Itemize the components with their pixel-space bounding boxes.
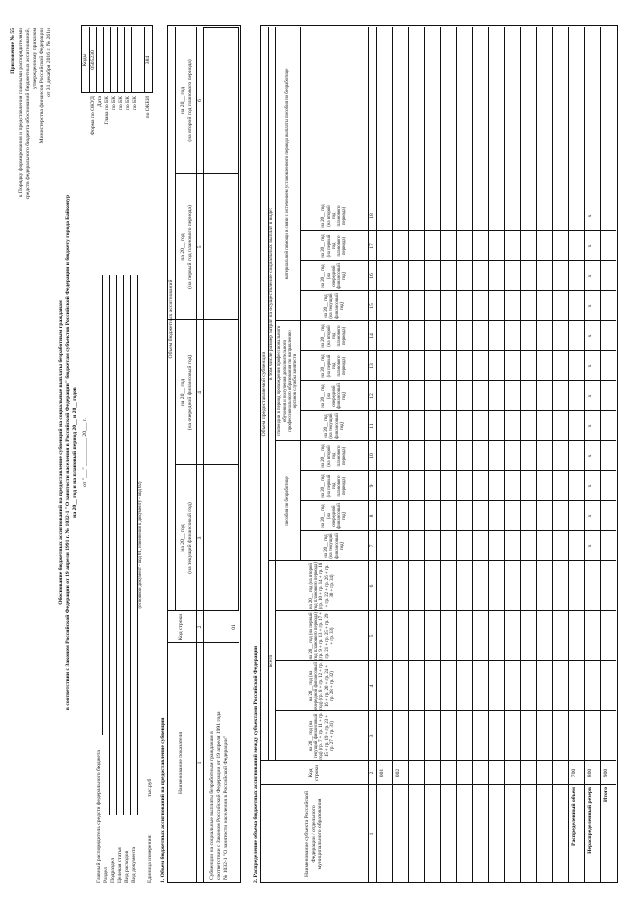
field-label: Подраздел <box>110 857 116 883</box>
x-mark: x <box>587 214 593 218</box>
col-number: 5 <box>369 634 375 638</box>
footer-label: Распределенный объем <box>571 787 577 846</box>
appendix-number: Приложение № 55 <box>10 28 16 74</box>
footer-code: 900 <box>603 768 609 778</box>
field-label: Вид расходов <box>124 850 130 883</box>
x-mark: x <box>587 244 593 248</box>
col-number: 1 <box>369 832 375 836</box>
header-line: к Порядку формирования и представления главными распорядителями <box>18 28 24 198</box>
s2-total-col: на 20__ год (на первый год планового периода) (гр. 9 + гр. 13 + гр. 17 + гр. 21 + гр. 25 + гр. 29 + гр. 33) <box>308 612 335 660</box>
s2-detail-col: на 20__ год (на очередной финансовый год) <box>321 383 348 409</box>
row-code: 002 <box>395 768 401 778</box>
row-code: 001 <box>379 768 385 778</box>
col-number: 16 <box>369 273 375 279</box>
section1-title: 1. Объем бюджетных ассигнований на предоставление субвенции <box>160 717 166 883</box>
col-number: 15 <box>369 303 375 309</box>
footer-code: 800 <box>587 768 593 778</box>
s2-total-col: на 20__ год (на очередной финансовый год) (гр. 8 + гр. 12 + гр. 16 + гр. 20 + гр. 24 + гр. 28 + гр. 32) <box>308 662 335 710</box>
x-mark: x <box>587 364 593 368</box>
field-label: Вид документа <box>131 847 137 883</box>
s2-total-header: всего <box>268 654 275 668</box>
s1-year: на 20__ год <box>180 378 186 407</box>
s2-detail-col: на 20__ год (на первый год планового периода) <box>321 234 348 258</box>
s2-stipend-header: стипендии в период прохождения профессионального обучения и получения дополнительного профессионального образования по направлению органов службы занятости <box>277 325 299 437</box>
s1-year-sub: (на второй год планового периода) <box>187 59 193 142</box>
section2-title: 2. Распределение объема бюджетных ассигнований между субъектами Российской Федерации <box>253 645 259 883</box>
field-line[interactable] <box>123 275 124 815</box>
s1-year-sub: (на первый год планового периода) <box>187 205 193 289</box>
col-number: 12 <box>369 393 375 399</box>
s1-year: на 20__ год <box>180 86 186 115</box>
col-number: 4 <box>369 684 375 688</box>
x-mark: x <box>587 484 593 488</box>
code-label: Глава по БК <box>104 96 110 125</box>
col-number: 3 <box>197 536 203 540</box>
form-code: 0505230 <box>90 50 96 70</box>
field-label: Целевая статья <box>117 847 123 883</box>
col-number: 10 <box>369 453 375 459</box>
s2-detail-col: на 20__ год (на текущий финансовый год) <box>323 413 345 439</box>
s2-total-col: на 20__ год (на текущий финансовый год) (гр. 7 + гр. 11 + гр. 15 + гр. 19 + гр. 23 + гр. 27 + гр. 31) <box>308 712 335 760</box>
document-date: от "___" __________ 20___ г. <box>82 418 88 487</box>
field-label: Раздел <box>103 867 109 883</box>
code-label: по БК <box>132 96 138 111</box>
x-mark: x <box>587 544 593 548</box>
s2-total-col: на 20__ год (на второй год планового периода) (гр. 10 + гр. 14 + гр. 18 + гр. 22 + гр. 26 + гр. 30 + гр. 34) <box>308 562 335 610</box>
col-number: 5 <box>197 245 203 249</box>
s1-col-code: Код строки <box>178 613 185 641</box>
x-mark: x <box>587 514 593 518</box>
s2-detail-col: на 20__ год (на очередной финансовый год) <box>321 263 348 289</box>
s2-detail-header: в том числе размер затрат на осуществление социальных выплат в виде: <box>268 207 275 381</box>
s1-row-label: № 1032-1 "О занятости населения в Российской Федерации" <box>223 735 229 880</box>
s1-group-header: Объем бюджетных ассигнований <box>167 279 174 359</box>
s1-data-cells[interactable] <box>203 27 239 611</box>
col-number: 3 <box>369 734 375 738</box>
field-line[interactable] <box>109 275 110 815</box>
s2-detail-col: на 20__ год (на текущий финансовый год) <box>323 533 345 559</box>
x-mark: x <box>587 424 593 428</box>
col-number: 6 <box>369 584 375 588</box>
s2-detail-col: на 20__ год (на первый год планового периода) <box>321 474 348 498</box>
okei-label: по ОКЕИ <box>145 96 151 119</box>
x-mark: x <box>587 454 593 458</box>
s1-year-sub: (на очередной финансовый год) <box>187 354 193 431</box>
field-line[interactable] <box>130 275 131 815</box>
field-line[interactable] <box>102 275 103 735</box>
unit-label: Единица измерения: <box>147 834 153 883</box>
footer-label: Нераспределенный резерв <box>587 787 593 854</box>
s2-aid-header: материальной помощи в связи с истечением установленного периода выплаты пособия по безработице <box>285 68 291 280</box>
code-label: по БК <box>125 96 131 111</box>
codes-header: Коды <box>82 53 88 67</box>
footer-code: 700 <box>571 768 577 778</box>
s1-year-sub: (на текущий финансовый год) <box>187 502 193 574</box>
s1-year: на 20__ год <box>180 524 186 552</box>
s2-top-header: Объем предоставляемой субвенции <box>260 351 267 437</box>
col-number: 13 <box>369 363 375 369</box>
s2-benefit-header: пособия по безработице <box>285 476 291 526</box>
code-label: по БК <box>111 96 117 111</box>
s2-detail-col: на 20__ год (на очередной финансовый год) <box>321 503 348 529</box>
s1-year: на 20__ год <box>180 233 186 261</box>
col-number: 4 <box>197 391 203 394</box>
col-number: 1 <box>197 761 203 765</box>
header-line: Министерства финансов Российской Федерации <box>39 28 45 144</box>
date-label: Дата <box>97 96 103 108</box>
s2-col-code: Код строки <box>307 764 320 782</box>
field-line[interactable] <box>116 275 117 815</box>
x-mark: x <box>587 394 593 398</box>
page-title-line: на 20__ год и на плановый период 20__ и 20__ годов <box>72 387 78 518</box>
s2-detail-col: на 20__ год (на второй год планового периода) <box>321 444 348 468</box>
header-line: утвержденному приказом <box>32 28 38 90</box>
s2-detail-col: на 20__ год (на второй год планового периода) <box>321 204 348 228</box>
col-number: 9 <box>369 484 375 488</box>
field-label: Главный распорядитель средств федерального бюджета <box>96 750 102 883</box>
page-title-line: в соответствии с Законом Российской Федерации от 19 апреля 1991 г. № 1032-1 "О занятости населения в Российской Федерации" бюджетам субъектов Российской Федерации и бюджету города Байконур <box>65 194 71 711</box>
code-label: по БК <box>118 96 124 111</box>
s2-detail-col: на 20__ год (на первый год планового периода) <box>321 354 348 378</box>
okei-code: 384 <box>145 55 151 65</box>
header-line: средств федерального бюджета обоснований бюджетных ассигнований, <box>25 28 31 200</box>
doc-type-hint: (основной документ - код 01, изменения к документу - код 02) <box>138 481 143 609</box>
col-number: 8 <box>369 514 375 518</box>
s1-row-code: 01 <box>231 624 237 630</box>
footer-label: Итого <box>603 787 609 803</box>
s1-col-name: Наименование показателя <box>178 732 185 794</box>
col-number: 7 <box>369 544 375 548</box>
s2-col-name: Наименование субъекта Российской Федерации / отдельного муниципального образования <box>304 790 324 878</box>
x-mark: x <box>587 274 593 278</box>
s1-row-label: соответствии с Законом Российской Федерации от 19 апреля 1991 года <box>216 711 222 880</box>
col-number: 2 <box>369 771 375 775</box>
col-number: 6 <box>197 99 203 102</box>
col-number: 11 <box>369 423 375 429</box>
col-number: 2 <box>197 625 203 629</box>
page-title: Обоснование бюджетных ассигнований на предоставление субвенций на социальные выплаты безработным гражданам <box>58 300 64 605</box>
unit-value: тыс.руб <box>147 778 153 797</box>
form-label: Форма по ОКУД <box>90 96 96 136</box>
s1-row-label: Субвенции на социальные выплаты безработным гражданам в <box>209 731 215 880</box>
s2-detail-col: на 20__ год (на текущий финансовый год) <box>323 293 345 319</box>
col-number: 17 <box>369 243 375 249</box>
col-number: 14 <box>369 333 375 339</box>
x-mark: x <box>587 334 593 338</box>
s2-detail-col: на 20__ год (на второй год планового периода) <box>321 324 348 348</box>
col-number: 18 <box>369 213 375 219</box>
header-line: от 31 декабря 2016 г. № 261н <box>46 28 52 97</box>
x-mark: x <box>587 304 593 308</box>
